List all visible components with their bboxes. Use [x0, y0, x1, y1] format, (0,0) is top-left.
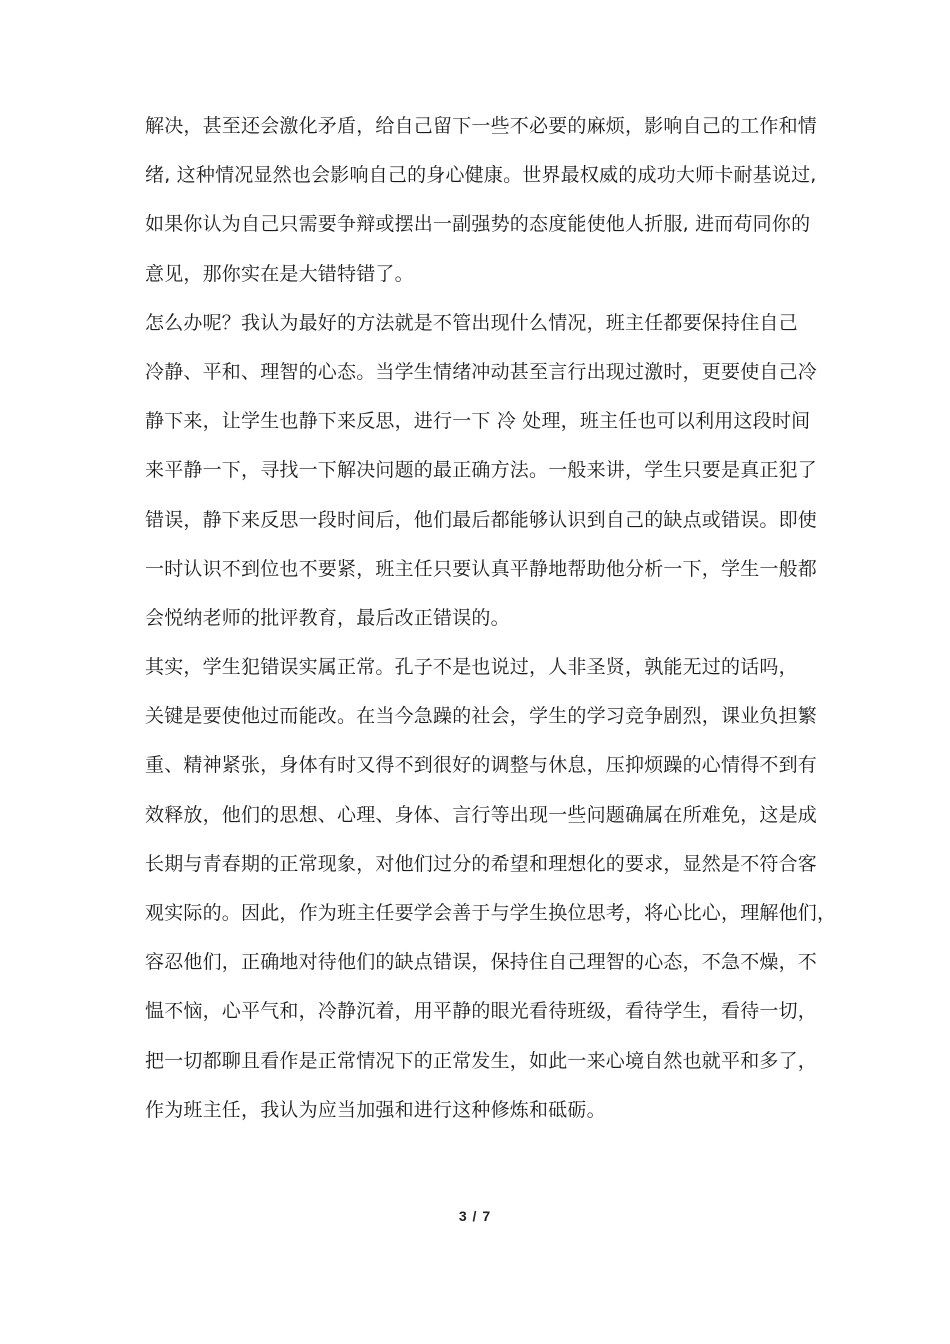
text-line: 绪, 这种情况显然也会影响自己的身心健康。世界最权威的成功大师卡耐基说过, [145, 164, 817, 187]
text-line: 错误，静下来反思一段时间后，他们最后都能够认识到自己的缺点或错误。即使 [145, 508, 818, 531]
text-line: 愠不恼，心平气和，冷静沉着，用平静的眼光看待班级，看待学生，看待一切， [145, 1000, 818, 1023]
paragraph-start-line: 其实，学生犯错误实属正常。孔子不是也说过，人非圣贤，孰能无过的话吗， [145, 656, 798, 679]
text-line: 长期与青春期的正常现象，对他们过分的希望和理想化的要求，显然是不符合客 [145, 852, 818, 875]
text-line: 来平静一下，寻找一下解决问题的最正确方法。一般来讲，学生只要是真正犯了 [145, 459, 818, 482]
text-line: 会悦纳老师的批评教育，最后改正错误的。 [145, 606, 510, 629]
text-line: 效释放，他们的思想、心理、身体、言行等出现一些问题确属在所难免，这是成 [145, 803, 818, 826]
text-line: 如果你认为自己只需要争辩或摆出一副强势的态度能使他人折服, 进而苟同你的 [145, 213, 811, 236]
text-line: 容忍他们，正确地对待他们的缺点错误，保持住自己理智的心态，不急不燥，不 [145, 951, 818, 974]
text-line: 把一切都聊且看作是正常情况下的正常发生，如此一来心境自然也就平和多了， [145, 1049, 818, 1072]
page-number: 3 / 7 [458, 1208, 492, 1224]
text-line: 意见，那你实在是大错特错了。 [145, 262, 414, 285]
text-line: 观实际的。因此，作为班主任要学会善于与学生换位思考，将心比心，理解他们， [145, 902, 837, 924]
text-line: 冷静、平和、理智的心态。当学生情绪冲动甚至言行出现过激时，更要使自己冷 [145, 360, 818, 383]
paragraph-start-line: 怎么办呢？我认为最好的方法就是不管出现什么情况，班主任都要保持住自己 [145, 311, 798, 334]
text-line: 关键是要使他过而能改。在当今急躁的社会，学生的学习竞争剧烈，课业负担繁 [145, 705, 818, 728]
text-line: 一时认识不到位也不要紧，班主任只要认真平静地帮助他分析一下，学生一般都 [145, 557, 818, 580]
text-line: 静下来，让学生也静下来反思，进行一下 冷 处理，班主任也可以利用这段时间 [145, 410, 811, 433]
document-body [145, 102, 837, 1135]
text-line: 作为班主任，我认为应当加强和进行这种修炼和砥砺。 [145, 1098, 606, 1121]
text-line: 解决，甚至还会激化矛盾，给自己留下一些不必要的麻烦，影响自己的工作和情 [145, 115, 818, 137]
text-line: 重、精神紧张，身体有时又得不到很好的调整与休息，压抑烦躁的心情得不到有 [145, 754, 818, 777]
